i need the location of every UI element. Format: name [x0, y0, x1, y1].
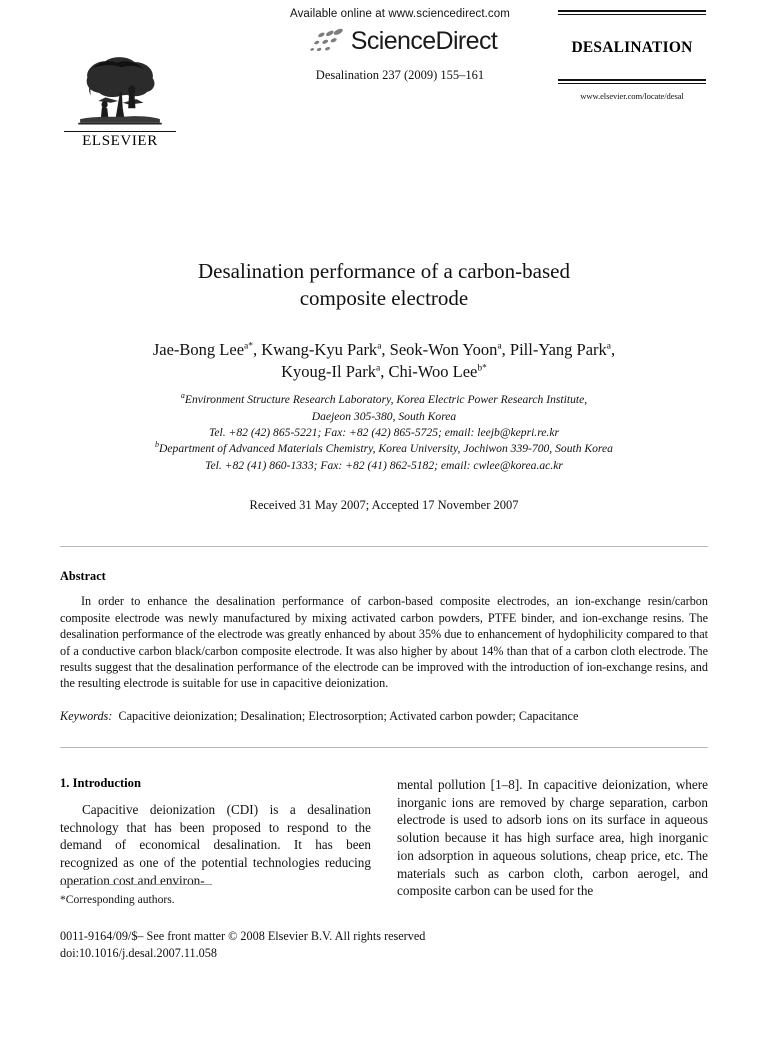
author-sup-a1: a*	[244, 341, 253, 352]
body-columns	[60, 776, 708, 900]
sciencedirect-block	[200, 8, 600, 83]
corresponding-authors-note: *Corresponding authors.	[60, 893, 175, 906]
page-footer	[60, 928, 425, 963]
sciencedirect-logo	[200, 26, 600, 56]
affiliation-a-marker: a	[180, 391, 185, 401]
author-chi-woo-lee: , Chi-Woo Lee	[380, 362, 478, 382]
author-sup-a3: a	[497, 341, 502, 352]
affiliation-b-line-1	[60, 441, 708, 457]
affiliation-a-text: Environment Structure Research Laboratory, Korea Electric Power Research Institute,	[184, 393, 588, 407]
affiliation-b-marker: b	[155, 440, 160, 450]
keywords-label: Keywords:	[60, 708, 113, 723]
author-pill-yang-park: , Pill-Yang Park	[501, 339, 607, 359]
received-accepted-dates: Received 31 May 2007; Accepted 17 November 2007	[249, 498, 519, 513]
author-kyoug-il-park: Kyoug-Il Park	[281, 362, 376, 382]
affiliation-b-text: Department of Advanced Materials Chemistry, Korea University, Jochiwon 339-700, South Korea	[159, 442, 613, 456]
masthead-rule-bottom	[558, 79, 706, 84]
paper-title-line-1: Desalination performance of a carbon-based	[198, 259, 570, 283]
copyright-line: 0011-9164/09/$– See front matter © 2008 Elsevier B.V. All rights reserved	[60, 929, 426, 943]
body-column-right	[397, 776, 708, 900]
author-sup-a2: a	[377, 341, 382, 352]
doi-line: doi:10.1016/j.desal.2007.11.058	[60, 946, 217, 961]
author-line-1	[60, 339, 708, 362]
abstract-bottom-rule	[60, 747, 708, 748]
author-sup-a4: a	[606, 341, 612, 352]
affiliation-a-line-1	[60, 392, 708, 408]
affiliations	[60, 392, 708, 474]
paper-title	[60, 258, 708, 313]
author-kwang-kyu-park: , Kwang-Kyu Park	[253, 339, 378, 359]
journal-title: DESALINATION	[571, 39, 693, 57]
intro-paragraph-right: mental pollution [1–8]. In capacitive deionization, where inorganic ions are removed by charge separation, carbon electrode is used to adsorb ions on its surface in aqueous solution because it has high surface area, high inorganic ion adsorption in aqueous solutions, cheap price, etc. The materials such as carbon cloth, carbon aerogel, and composite carbon can be used for the	[397, 776, 708, 899]
journal-citation: Desalination 237 (2009) 155–161	[315, 68, 485, 82]
author-sup-a5: a	[375, 363, 381, 374]
sciencedirect-dots-icon	[303, 26, 349, 56]
intro-paragraph-left: Capacitive deionization (CDI) is a desalination technology that has been proposed to respond to the demand of economical desalination. It has been recognized as one of the potential technologies reducing operation cost and environ-	[60, 801, 371, 888]
keywords-line	[60, 709, 708, 724]
sciencedirect-wordmark: ScienceDirect	[350, 26, 498, 55]
available-online-text: Available online at www.sciencedirect.com	[290, 8, 510, 20]
author-seok-won-yoon: , Seok-Won Yoon	[381, 339, 498, 359]
journal-masthead	[556, 10, 708, 101]
body-column-left	[60, 776, 371, 900]
footnote-rule	[60, 884, 212, 885]
elsevier-tree-logo-icon	[74, 52, 166, 130]
journal-url: www.elsevier.com/locate/desal	[580, 91, 684, 102]
affiliation-b-contact: Tel. +82 (41) 860-1333; Fax: +82 (41) 862-5182; email: cwlee@korea.ac.kr	[205, 458, 563, 472]
elsevier-wordmark: ELSEVIER	[64, 131, 176, 150]
masthead	[60, 0, 708, 170]
keywords-value: Capacitive deionization; Desalination; Electrosorption; Activated carbon powder; Capacitance	[118, 708, 579, 723]
footnote-block	[60, 884, 371, 906]
abstract-top-rule	[60, 546, 708, 547]
author-list	[60, 339, 708, 385]
elsevier-logo	[64, 52, 176, 150]
abstract-text: In order to enhance the desalination performance of carbon-based composite electrodes, an ion-exchange resin/carbon composite electrode was newly manufactured by mixing activated carbon powders, PTFE binder, and ion-exchange resins. The desalination performance of the electrode was greatly enhanced by about 35% due to enhancement of hydophilicity compared to that of a conductive carbon black/carbon composite electrode. It was also higher by about 14% than that of a carbon cloth electrode. The results suggest that the desalination performance of the electrode can be improved with the introduction of ion-exchange resins, and the resulting electrode is suitable for use in capacitive deionization.	[60, 594, 708, 691]
author-jae-bong-lee: Jae-Bong Lee	[152, 339, 245, 359]
masthead-rule-top	[558, 10, 706, 15]
affiliation-a-line-2: Daejeon 305-380, South Korea	[311, 409, 457, 423]
author-line1-comma: ,	[611, 339, 616, 359]
abstract-heading: Abstract	[60, 569, 106, 584]
author-sup-b1: b*	[477, 363, 487, 374]
section-heading-introduction: 1. Introduction	[60, 775, 141, 790]
paper-title-line-2: composite electrode	[299, 286, 469, 311]
affiliation-a-contact: Tel. +82 (42) 865-5221; Fax: +82 (42) 865-5725; email: leejb@kepri.re.kr	[208, 426, 559, 440]
author-line-2	[60, 361, 708, 384]
